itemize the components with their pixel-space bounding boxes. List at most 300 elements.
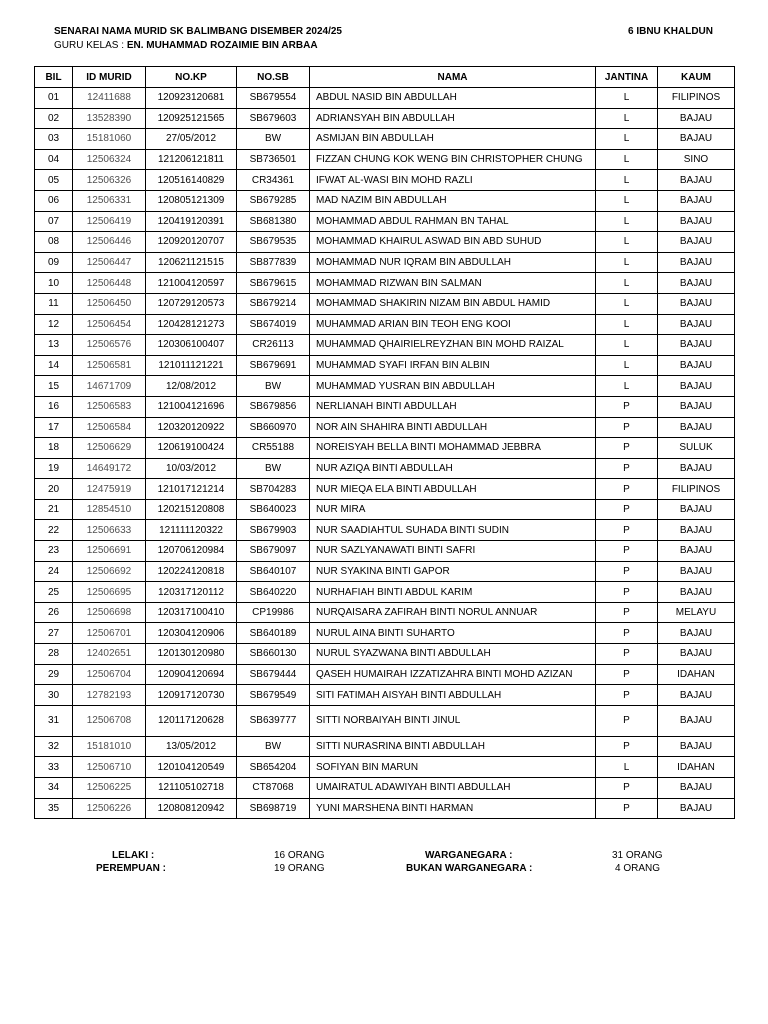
bil-cell: 21	[35, 499, 73, 520]
kaum-cell: BAJAU	[658, 396, 735, 417]
no-sb-cell: CT87068	[237, 778, 310, 799]
kaum-cell: BAJAU	[658, 798, 735, 819]
id-murid-cell: 12506419	[73, 211, 146, 232]
id-murid-cell: 12506448	[73, 273, 146, 294]
no-kp-cell: 120925121565	[146, 108, 237, 129]
jantina-cell: P	[596, 778, 658, 799]
no-kp-cell: 121206121811	[146, 149, 237, 170]
table-row	[35, 541, 735, 562]
no-kp-cell: 12/08/2012	[146, 376, 237, 397]
bil-cell: 04	[35, 149, 73, 170]
citizen-label: WARGANEGARA :	[425, 850, 513, 861]
id-murid-cell: 12506710	[73, 757, 146, 778]
no-kp-cell: 120317100410	[146, 602, 237, 623]
id-murid-cell: 12506326	[73, 170, 146, 191]
table-row	[35, 458, 735, 479]
table-row	[35, 211, 735, 232]
nama-cell: ADRIANSYAH BIN ABDULLAH	[310, 108, 596, 129]
no-sb-cell: SB679856	[237, 396, 310, 417]
table-row	[35, 561, 735, 582]
kaum-cell: SINO	[658, 149, 735, 170]
table-row	[35, 88, 735, 109]
no-kp-cell: 120419120391	[146, 211, 237, 232]
nama-cell: MOHAMMAD ABDUL RAHMAN BN TAHAL	[310, 211, 596, 232]
column-header-jantina: JANTINA	[596, 67, 658, 88]
nama-cell: NURUL SYAZWANA BINTI ABDULLAH	[310, 644, 596, 665]
no-sb-cell: SB698719	[237, 798, 310, 819]
no-sb-cell: CR55188	[237, 438, 310, 459]
nama-cell: MAD NAZIM BIN ABDULLAH	[310, 190, 596, 211]
teacher-label: GURU KELAS :	[54, 40, 125, 51]
jantina-cell: P	[596, 561, 658, 582]
bil-cell: 19	[35, 458, 73, 479]
kaum-cell: BAJAU	[658, 335, 735, 356]
no-sb-cell: CR34361	[237, 170, 310, 191]
table-row	[35, 232, 735, 253]
id-murid-cell: 12506581	[73, 355, 146, 376]
no-sb-cell: CP19986	[237, 602, 310, 623]
kaum-cell: BAJAU	[658, 685, 735, 706]
kaum-cell: BAJAU	[658, 129, 735, 150]
no-kp-cell: 120104120549	[146, 757, 237, 778]
jantina-cell: L	[596, 211, 658, 232]
no-kp-cell: 120621121515	[146, 252, 237, 273]
id-murid-cell: 12506450	[73, 293, 146, 314]
table-row	[35, 355, 735, 376]
no-sb-cell: SB640107	[237, 561, 310, 582]
table-row	[35, 129, 735, 150]
table-row	[35, 582, 735, 603]
no-kp-cell: 121111120322	[146, 520, 237, 541]
column-header-no-sb: NO.SB	[237, 67, 310, 88]
bil-cell: 06	[35, 190, 73, 211]
no-sb-cell: SB679691	[237, 355, 310, 376]
nama-cell: MUHAMMAD YUSRAN BIN ABDULLAH	[310, 376, 596, 397]
jantina-cell: L	[596, 129, 658, 150]
nama-cell: ABDUL NASID BIN ABDULLAH	[310, 88, 596, 109]
nama-cell: YUNI MARSHENA BINTI HARMAN	[310, 798, 596, 819]
table-row	[35, 149, 735, 170]
student-table	[34, 66, 735, 819]
table-row	[35, 273, 735, 294]
id-murid-cell: 12782193	[73, 685, 146, 706]
no-sb-cell: SB640220	[237, 582, 310, 603]
nama-cell: IFWAT AL-WASI BIN MOHD RAZLI	[310, 170, 596, 191]
table-row	[35, 438, 735, 459]
nama-cell: MOHAMMAD KHAIRUL ASWAD BIN ABD SUHUD	[310, 232, 596, 253]
no-sb-cell: SB674019	[237, 314, 310, 335]
nama-cell: NURUL AINA BINTI SUHARTO	[310, 623, 596, 644]
citizen-count: 31 ORANG	[612, 850, 663, 861]
id-murid-cell: 13528390	[73, 108, 146, 129]
no-kp-cell: 120130120980	[146, 644, 237, 665]
nama-cell: SITTI NURASRINA BINTI ABDULLAH	[310, 736, 596, 757]
no-kp-cell: 121105102718	[146, 778, 237, 799]
no-sb-cell: CR26113	[237, 335, 310, 356]
jantina-cell: P	[596, 582, 658, 603]
jantina-cell: P	[596, 541, 658, 562]
jantina-cell: P	[596, 705, 658, 736]
no-kp-cell: 120224120818	[146, 561, 237, 582]
table-row	[35, 314, 735, 335]
nama-cell: QASEH HUMAIRAH IZZATIZAHRA BINTI MOHD AZIZAN	[310, 664, 596, 685]
id-murid-cell: 12854510	[73, 499, 146, 520]
nama-cell: MUHAMMAD QHAIRIELREYZHAN BIN MOHD RAIZAL	[310, 335, 596, 356]
kaum-cell: BAJAU	[658, 736, 735, 757]
no-kp-cell: 120904120694	[146, 664, 237, 685]
jantina-cell: L	[596, 355, 658, 376]
no-sb-cell: SB660130	[237, 644, 310, 665]
no-kp-cell: 120320120922	[146, 417, 237, 438]
jantina-cell: P	[596, 396, 658, 417]
jantina-cell: P	[596, 623, 658, 644]
no-sb-cell: SB679554	[237, 88, 310, 109]
nama-cell: MOHAMMAD SHAKIRIN NIZAM BIN ABDUL HAMID	[310, 293, 596, 314]
jantina-cell: L	[596, 314, 658, 335]
no-kp-cell: 120729120573	[146, 293, 237, 314]
no-kp-cell: 121011121221	[146, 355, 237, 376]
bil-cell: 28	[35, 644, 73, 665]
kaum-cell: BAJAU	[658, 314, 735, 335]
id-murid-cell: 12506692	[73, 561, 146, 582]
nama-cell: SITI FATIMAH AISYAH BINTI ABDULLAH	[310, 685, 596, 706]
no-sb-cell: SB640023	[237, 499, 310, 520]
kaum-cell: FILIPINOS	[658, 88, 735, 109]
no-sb-cell: BW	[237, 736, 310, 757]
kaum-cell: BAJAU	[658, 211, 735, 232]
nama-cell: NERLIANAH BINTI ABDULLAH	[310, 396, 596, 417]
kaum-cell: SULUK	[658, 438, 735, 459]
no-sb-cell: SB679903	[237, 520, 310, 541]
table-header-row	[35, 67, 735, 88]
jantina-cell: P	[596, 520, 658, 541]
id-murid-cell: 14649172	[73, 458, 146, 479]
table-row	[35, 736, 735, 757]
no-kp-cell: 120917120730	[146, 685, 237, 706]
no-sb-cell: SB704283	[237, 479, 310, 500]
male-count: 16 ORANG	[274, 850, 325, 861]
jantina-cell: L	[596, 108, 658, 129]
bil-cell: 09	[35, 252, 73, 273]
table-row	[35, 335, 735, 356]
table-row	[35, 396, 735, 417]
no-sb-cell: BW	[237, 458, 310, 479]
no-kp-cell: 27/05/2012	[146, 129, 237, 150]
jantina-cell: L	[596, 149, 658, 170]
no-kp-cell: 120706120984	[146, 541, 237, 562]
bil-cell: 16	[35, 396, 73, 417]
id-murid-cell: 12506225	[73, 778, 146, 799]
nama-cell: MUHAMMAD ARIAN BIN TEOH ENG KOOI	[310, 314, 596, 335]
bil-cell: 01	[35, 88, 73, 109]
table-row	[35, 190, 735, 211]
no-kp-cell: 121004120597	[146, 273, 237, 294]
id-murid-cell: 12506629	[73, 438, 146, 459]
no-kp-cell: 120516140829	[146, 170, 237, 191]
table-row	[35, 417, 735, 438]
table-row	[35, 798, 735, 819]
no-sb-cell: SB681380	[237, 211, 310, 232]
kaum-cell: BAJAU	[658, 644, 735, 665]
bil-cell: 17	[35, 417, 73, 438]
id-murid-cell: 12506695	[73, 582, 146, 603]
no-sb-cell: SB679549	[237, 685, 310, 706]
jantina-cell: P	[596, 479, 658, 500]
kaum-cell: BAJAU	[658, 417, 735, 438]
no-sb-cell: SB679285	[237, 190, 310, 211]
kaum-cell: BAJAU	[658, 170, 735, 191]
id-murid-cell: 12506698	[73, 602, 146, 623]
jantina-cell: P	[596, 458, 658, 479]
nama-cell: NUR MIRA	[310, 499, 596, 520]
kaum-cell: BAJAU	[658, 499, 735, 520]
nama-cell: SOFIYAN BIN MARUN	[310, 757, 596, 778]
bil-cell: 31	[35, 705, 73, 736]
id-murid-cell: 12506226	[73, 798, 146, 819]
kaum-cell: BAJAU	[658, 520, 735, 541]
kaum-cell: BAJAU	[658, 582, 735, 603]
table-row	[35, 520, 735, 541]
table-row	[35, 757, 735, 778]
id-murid-cell: 12475919	[73, 479, 146, 500]
no-kp-cell: 121004121696	[146, 396, 237, 417]
kaum-cell: BAJAU	[658, 705, 735, 736]
kaum-cell: BAJAU	[658, 541, 735, 562]
nama-cell: NURQAISARA ZAFIRAH BINTI NORUL ANNUAR	[310, 602, 596, 623]
jantina-cell: L	[596, 335, 658, 356]
bil-cell: 02	[35, 108, 73, 129]
jantina-cell: P	[596, 685, 658, 706]
id-murid-cell: 15181060	[73, 129, 146, 150]
nama-cell: NUR SAADIAHTUL SUHADA BINTI SUDIN	[310, 520, 596, 541]
jantina-cell: P	[596, 602, 658, 623]
id-murid-cell: 14671709	[73, 376, 146, 397]
no-sb-cell: SB679097	[237, 541, 310, 562]
column-header-id-murid: ID MURID	[73, 67, 146, 88]
nama-cell: UMAIRATUL ADAWIYAH BINTI ABDULLAH	[310, 778, 596, 799]
no-kp-cell: 120117120628	[146, 705, 237, 736]
no-kp-cell: 120317120112	[146, 582, 237, 603]
jantina-cell: L	[596, 252, 658, 273]
female-label: PEREMPUAN :	[96, 863, 167, 874]
bil-cell: 10	[35, 273, 73, 294]
id-murid-cell: 12506701	[73, 623, 146, 644]
nama-cell: MUHAMMAD SYAFI IRFAN BIN ALBIN	[310, 355, 596, 376]
column-header-bil: BIL	[35, 67, 73, 88]
bil-cell: 27	[35, 623, 73, 644]
jantina-cell: L	[596, 757, 658, 778]
no-kp-cell: 121017121214	[146, 479, 237, 500]
no-kp-cell: 120808120942	[146, 798, 237, 819]
noncitizen-label: BUKAN WARGANEGARA :	[406, 863, 533, 874]
no-sb-cell: SB877839	[237, 252, 310, 273]
no-sb-cell: SB679535	[237, 232, 310, 253]
jantina-cell: P	[596, 736, 658, 757]
bil-cell: 15	[35, 376, 73, 397]
table-row	[35, 108, 735, 129]
no-sb-cell: SB679214	[237, 293, 310, 314]
kaum-cell: IDAHAN	[658, 757, 735, 778]
no-kp-cell: 10/03/2012	[146, 458, 237, 479]
id-murid-cell: 12506324	[73, 149, 146, 170]
table-row	[35, 644, 735, 665]
kaum-cell: IDAHAN	[658, 664, 735, 685]
jantina-cell: L	[596, 273, 658, 294]
table-row	[35, 602, 735, 623]
nama-cell: MOHAMMAD NUR IQRAM BIN ABDULLAH	[310, 252, 596, 273]
nama-cell: NUR SAZLYANAWATI BINTI SAFRI	[310, 541, 596, 562]
column-header-kaum: KAUM	[658, 67, 735, 88]
table-row	[35, 376, 735, 397]
bil-cell: 05	[35, 170, 73, 191]
bil-cell: 18	[35, 438, 73, 459]
id-murid-cell: 12411688	[73, 88, 146, 109]
kaum-cell: BAJAU	[658, 778, 735, 799]
jantina-cell: P	[596, 798, 658, 819]
bil-cell: 25	[35, 582, 73, 603]
no-sb-cell: SB679444	[237, 664, 310, 685]
bil-cell: 34	[35, 778, 73, 799]
table-row	[35, 664, 735, 685]
id-murid-cell: 12506454	[73, 314, 146, 335]
no-sb-cell: SB679603	[237, 108, 310, 129]
nama-cell: NURHAFIAH BINTI ABDUL KARIM	[310, 582, 596, 603]
no-sb-cell: BW	[237, 376, 310, 397]
jantina-cell: P	[596, 438, 658, 459]
id-murid-cell: 12506584	[73, 417, 146, 438]
bil-cell: 29	[35, 664, 73, 685]
kaum-cell: BAJAU	[658, 561, 735, 582]
table-row	[35, 479, 735, 500]
column-header-no-kp: NO.KP	[146, 67, 237, 88]
nama-cell: ASMIJAN BIN ABDULLAH	[310, 129, 596, 150]
bil-cell: 30	[35, 685, 73, 706]
no-kp-cell: 120619100424	[146, 438, 237, 459]
jantina-cell: L	[596, 293, 658, 314]
noncitizen-count: 4 ORANG	[615, 863, 661, 874]
kaum-cell: BAJAU	[658, 623, 735, 644]
id-murid-cell: 12506576	[73, 335, 146, 356]
nama-cell: NUR MIEQA ELA BINTI ABDULLAH	[310, 479, 596, 500]
no-kp-cell: 120428121273	[146, 314, 237, 335]
kaum-cell: FILIPINOS	[658, 479, 735, 500]
bil-cell: 08	[35, 232, 73, 253]
jantina-cell: L	[596, 232, 658, 253]
no-kp-cell: 120215120808	[146, 499, 237, 520]
no-kp-cell: 120923120681	[146, 88, 237, 109]
jantina-cell: L	[596, 376, 658, 397]
no-kp-cell: 120805121309	[146, 190, 237, 211]
id-murid-cell: 12506583	[73, 396, 146, 417]
bil-cell: 22	[35, 520, 73, 541]
no-sb-cell: SB639777	[237, 705, 310, 736]
jantina-cell: L	[596, 170, 658, 191]
bil-cell: 35	[35, 798, 73, 819]
kaum-cell: BAJAU	[658, 232, 735, 253]
class-teacher	[54, 40, 318, 51]
bil-cell: 26	[35, 602, 73, 623]
no-sb-cell: SB679615	[237, 273, 310, 294]
nama-cell: SITTI NORBAIYAH BINTI JINUL	[310, 705, 596, 736]
kaum-cell: BAJAU	[658, 293, 735, 314]
no-sb-cell: SB736501	[237, 149, 310, 170]
table-row	[35, 685, 735, 706]
kaum-cell: BAJAU	[658, 273, 735, 294]
column-header-nama: NAMA	[310, 67, 596, 88]
table-row	[35, 499, 735, 520]
table-row	[35, 293, 735, 314]
no-kp-cell: 120306100407	[146, 335, 237, 356]
kaum-cell: BAJAU	[658, 190, 735, 211]
class-name: 6 IBNU KHALDUN	[628, 26, 713, 37]
male-label: LELAKI :	[112, 850, 155, 861]
no-sb-cell: BW	[237, 129, 310, 150]
bil-cell: 14	[35, 355, 73, 376]
no-sb-cell: SB654204	[237, 757, 310, 778]
kaum-cell: MELAYU	[658, 602, 735, 623]
teacher-name: EN. MUHAMMAD ROZAIMIE BIN ARBAA	[126, 40, 318, 51]
id-murid-cell: 12506447	[73, 252, 146, 273]
document-title: SENARAI NAMA MURID SK BALIMBANG DISEMBER 2024/25	[54, 26, 342, 37]
female-count: 19 ORANG	[274, 863, 325, 874]
bil-cell: 32	[35, 736, 73, 757]
nama-cell: NOR AIN SHAHIRA BINTI ABDULLAH	[310, 417, 596, 438]
nama-cell: MOHAMMAD RIZWAN BIN SALMAN	[310, 273, 596, 294]
table-row	[35, 252, 735, 273]
jantina-cell: P	[596, 644, 658, 665]
id-murid-cell: 15181010	[73, 736, 146, 757]
bil-cell: 11	[35, 293, 73, 314]
id-murid-cell: 12506331	[73, 190, 146, 211]
jantina-cell: P	[596, 499, 658, 520]
nama-cell: NUR SYAKINA BINTI GAPOR	[310, 561, 596, 582]
jantina-cell: P	[596, 417, 658, 438]
kaum-cell: BAJAU	[658, 355, 735, 376]
kaum-cell: BAJAU	[658, 376, 735, 397]
nama-cell: FIZZAN CHUNG KOK WENG BIN CHRISTOPHER CHUNG	[310, 149, 596, 170]
id-murid-cell: 12506446	[73, 232, 146, 253]
id-murid-cell: 12402651	[73, 644, 146, 665]
bil-cell: 24	[35, 561, 73, 582]
bil-cell: 13	[35, 335, 73, 356]
table-row	[35, 170, 735, 191]
id-murid-cell: 12506691	[73, 541, 146, 562]
id-murid-cell: 12506708	[73, 705, 146, 736]
bil-cell: 33	[35, 757, 73, 778]
table-row	[35, 623, 735, 644]
bil-cell: 12	[35, 314, 73, 335]
no-kp-cell: 13/05/2012	[146, 736, 237, 757]
no-sb-cell: SB640189	[237, 623, 310, 644]
table-row	[35, 705, 735, 736]
no-sb-cell: SB660970	[237, 417, 310, 438]
bil-cell: 23	[35, 541, 73, 562]
jantina-cell: L	[596, 88, 658, 109]
table-row	[35, 778, 735, 799]
bil-cell: 20	[35, 479, 73, 500]
nama-cell: NUR AZIQA BINTI ABDULLAH	[310, 458, 596, 479]
jantina-cell: P	[596, 664, 658, 685]
bil-cell: 03	[35, 129, 73, 150]
student-table-body	[35, 88, 735, 819]
kaum-cell: BAJAU	[658, 252, 735, 273]
kaum-cell: BAJAU	[658, 108, 735, 129]
bil-cell: 07	[35, 211, 73, 232]
jantina-cell: L	[596, 190, 658, 211]
no-kp-cell: 120920120707	[146, 232, 237, 253]
id-murid-cell: 12506704	[73, 664, 146, 685]
id-murid-cell: 12506633	[73, 520, 146, 541]
